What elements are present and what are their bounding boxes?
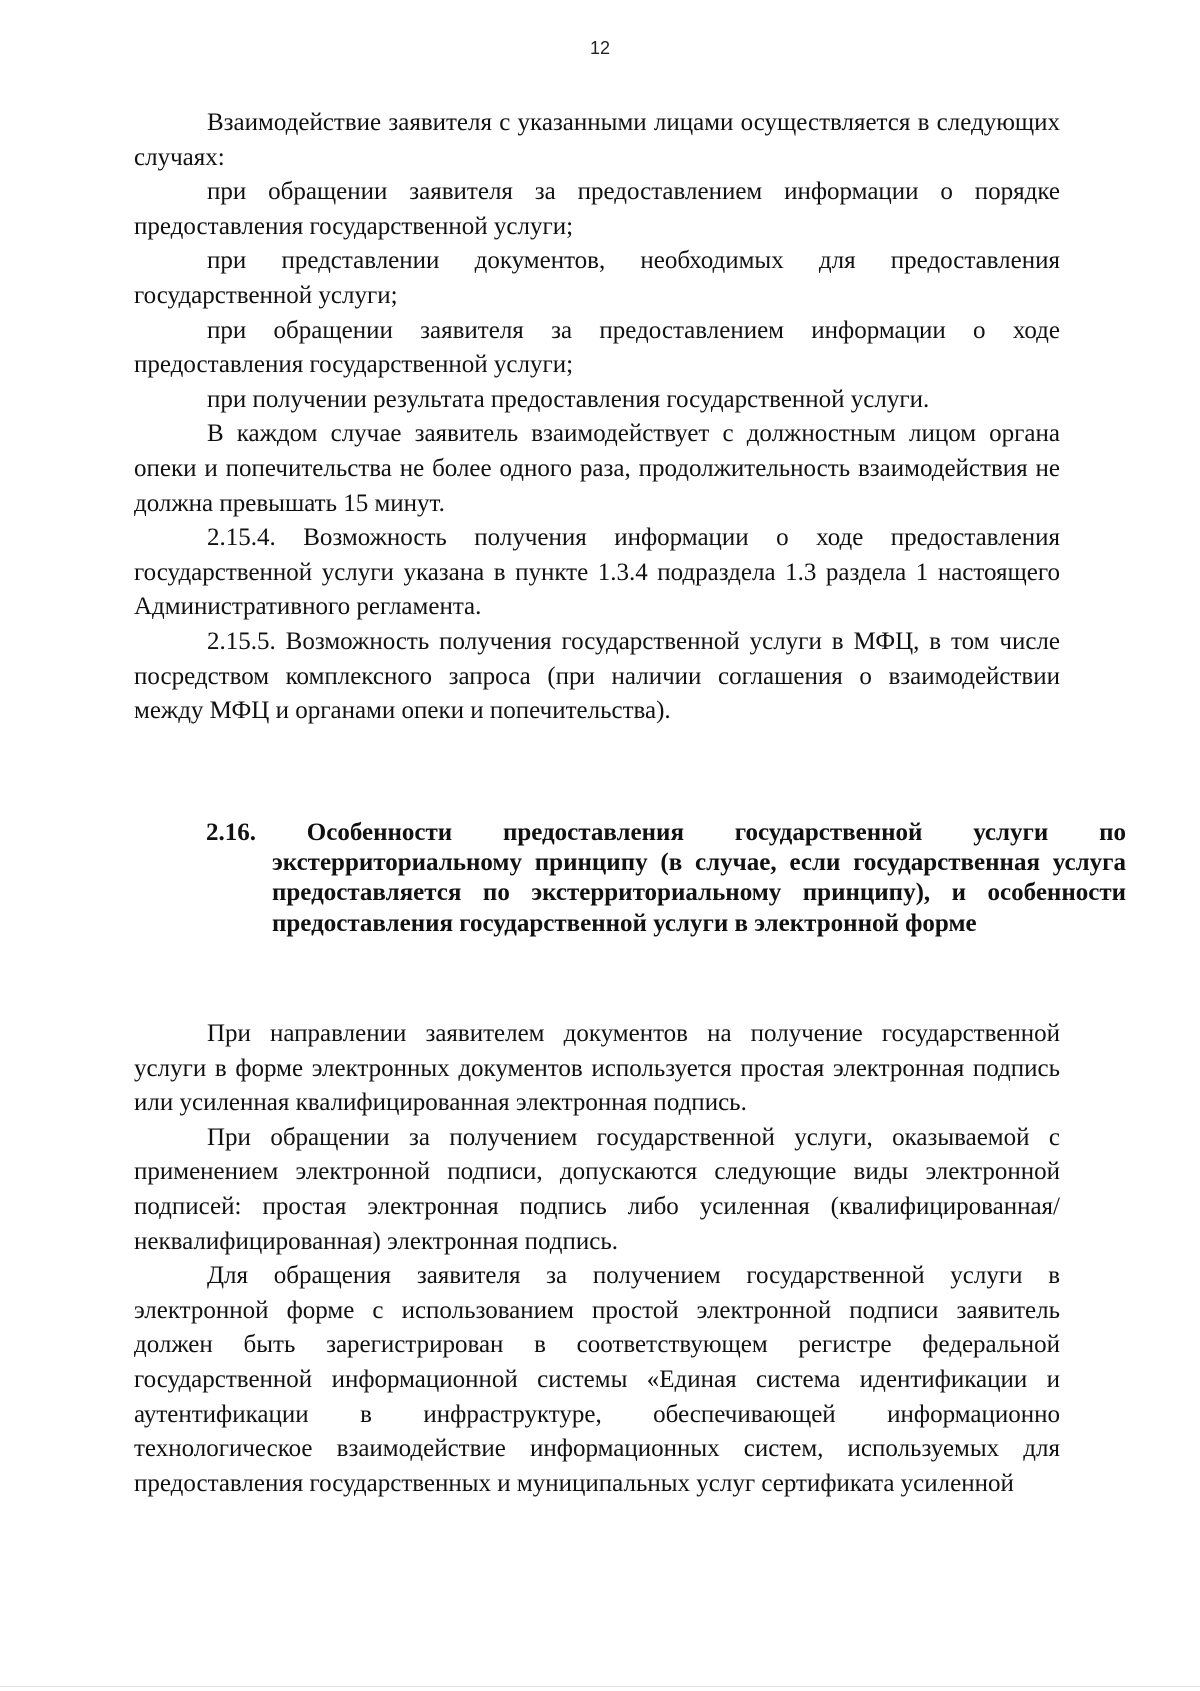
paragraph: 2.15.4. Возможность получения информации о ходе предоставления государственной услуги указана в пункте 1.3.4 подраздела 1.3 раздела 1 настоящего Административного регламента. [134, 524, 1060, 621]
body-text-top [134, 106, 1060, 729]
paragraph: при получении результата предоставления государственной услуги. [207, 385, 930, 413]
paragraph: при обращении заявителя за предоставлением информации о порядке предоставления государственной услуги; [134, 178, 1060, 240]
paragraph: При направлении заявителем документов на получение государственной услуги в форме электронных документов используется простая электронная подпись или усиленная квалифицированная электронная подпись. [134, 1020, 1060, 1117]
scan-edge [0, 1686, 1200, 1687]
paragraph: при обращении заявителя за предоставлением информации о ходе предоставления государственной услуги; [134, 316, 1060, 379]
section-heading: 2.16. Особенности предоставления государственной услуги по экстерриториальному принципу (в случае, если государственная услуга предоставляется по экстерриториальному принципу), и особенности предоставления государственной услуги в электронной форме [206, 819, 1126, 937]
paragraph: 2.15.5. Возможность получения государственной услуги в МФЦ, в том числе посредством комплексного запроса (при наличии соглашения о взаимодействии между МФЦ и органами опеки и попечительства). [134, 627, 1060, 725]
paragraph: Для обращения заявителя за получением государственной услуги в электронной форме с использованием простой электронной подписи заявитель должен быть зарегистрирован в соответствующем регистре федеральной государственной информационной системы «Единая система идентификации и аутентификации в инфраструктуре, обеспечивающей информационно технологическое взаимодействие информационных систем, используемых для предоставления государственных и муниципальных услуг сертификата усиленной [134, 1262, 1060, 1497]
paragraph: Взаимодействие заявителя с указанными лицами осуществляется в следующих случаях: [134, 109, 1060, 171]
page-number: 12 [589, 38, 611, 58]
paragraph: при представлении документов, необходимых для предоставления государственной услуги; [134, 247, 1060, 309]
body-text-bottom [134, 1017, 1060, 1501]
paragraph: В каждом случае заявитель взаимодействует с должностным лицом органа опеки и попечительства не более одного раза, продолжительность взаимодействия не должна превышать 15 минут. [134, 420, 1060, 517]
paragraph: При обращении за получением государственной услуги, оказываемой с применением электронной подписи, допускаются следующие виды электронной подписей: простая электронная подпись либо усиленная (квалифицированная/неквалифицированная) электронная подпись. [134, 1123, 1060, 1255]
